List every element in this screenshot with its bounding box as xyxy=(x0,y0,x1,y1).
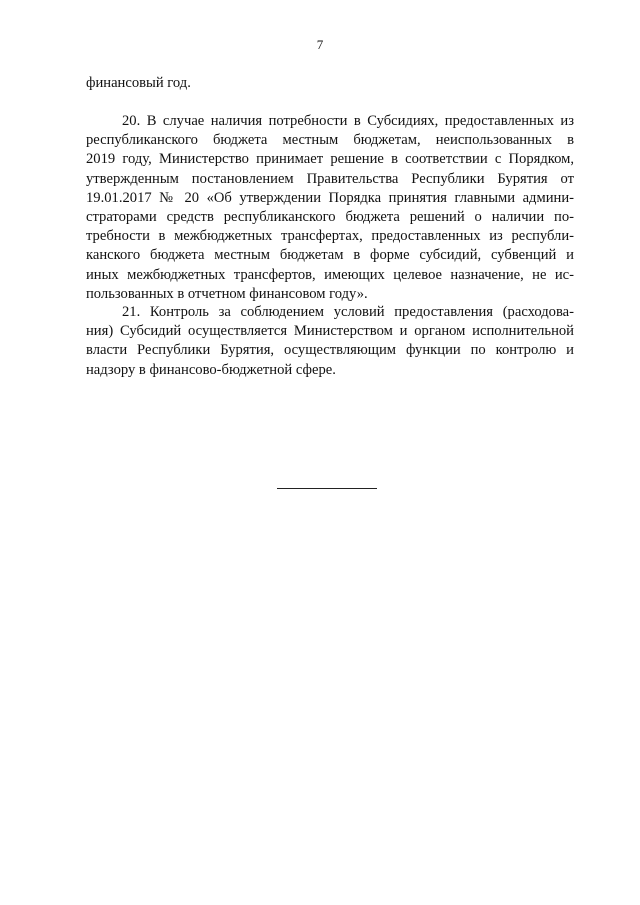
paragraph-line: 20. В случае наличия потребности в Субсидиях, предоставленных из xyxy=(122,113,574,129)
paragraph-21 xyxy=(86,303,574,380)
paragraph-20 xyxy=(86,112,574,304)
paragraph-line: пользованных в отчетном финансовом году». xyxy=(86,285,368,302)
paragraph-line: надзору в финансово-бюджетной сфере. xyxy=(86,361,336,378)
paragraph-line: требности в межбюджетных трансфертах, предоставленных из республи- xyxy=(86,228,574,245)
paragraph-line: канского бюджета местным бюджетам в форме субсидий, субвенций и xyxy=(86,247,574,264)
paragraph-line: иных межбюджетных трансфертов, имеющих целевое назначение, не ис- xyxy=(86,266,574,283)
paragraph-line: 19.01.2017 № 20 «Об утверждении Порядка принятия главными админи- xyxy=(86,189,574,206)
paragraph-line: страторами средств республиканского бюджета решений о наличии по- xyxy=(86,209,574,226)
end-separator-line xyxy=(277,488,377,489)
paragraph-line: утвержденным постановлением Правительства Республики Бурятия от xyxy=(86,170,574,187)
paragraph-line: республиканского бюджета местным бюджетам, неиспользованных в xyxy=(86,132,574,149)
paragraph-line: власти Республики Бурятия, осуществляющим функции по контролю и xyxy=(86,342,574,359)
paragraph-line: ния) Субсидий осуществляется Министерством и органом исполнительной xyxy=(86,323,574,340)
continuation-text: финансовый год. xyxy=(86,75,191,91)
paragraph-line: 2019 году, Министерство принимает решение в соответствии с Порядком, xyxy=(86,151,574,168)
page-number: 7 xyxy=(316,37,324,52)
paragraph-line: 21. Контроль за соблюдением условий предоставления (расходова- xyxy=(122,304,574,320)
